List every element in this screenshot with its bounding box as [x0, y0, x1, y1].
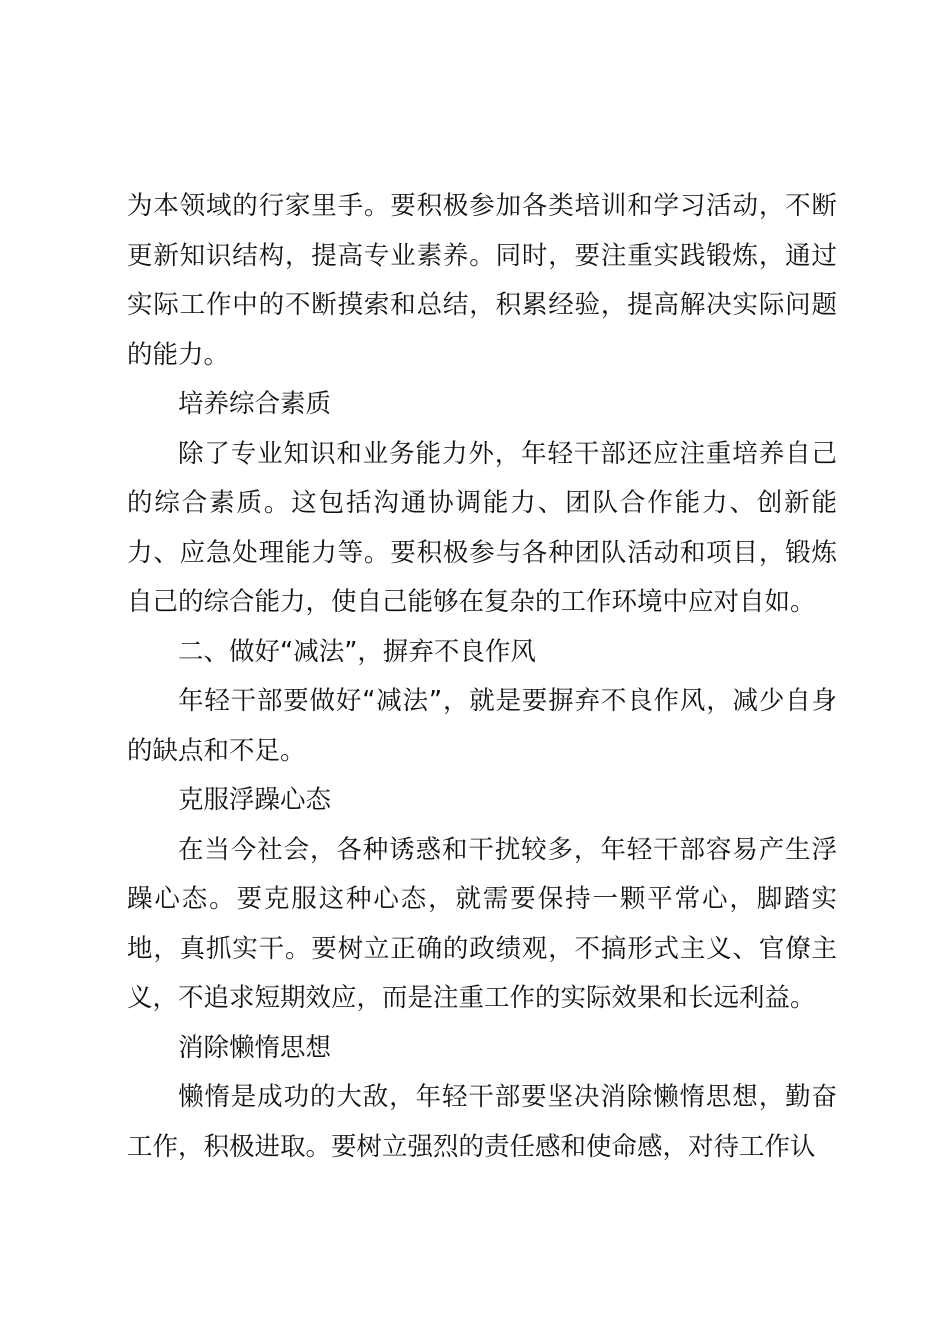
section-heading-eliminate-laziness: 消除懒惰思想 [178, 1032, 332, 1063]
paragraph-continued: 为本领域的行家里手。要积极参加各类培训和学习活动，不断更新知识结构，提高专业素养。同时，要注重实践锻炼，通过实际工作中的不断摸索和总结，积累经验，提高解决实际问题的能力。 [127, 191, 837, 370]
paragraph: 年轻干部要做好“减法”，就是要摒弃不良作风，减少自身的缺点和不足。 [127, 686, 837, 766]
paragraph: 懒惰是成功的大敌，年轻干部要坚决消除懒惰思想，勤奋工作，积极进取。要树立强烈的责任感和使命感，对待工作认 [127, 1082, 837, 1162]
document-body [127, 182, 837, 1172]
paragraph: 在当今社会，各种诱惑和干扰较多，年轻干部容易产生浮躁心态。要克服这种心态，就需要保持一颗平常心，脚踏实地，真抓实干。要树立正确的政绩观，不搞形式主义、官僚主义，不追求短期效应，而是注重工作的实际效果和长远利益。 [127, 834, 837, 1013]
section-heading-subtraction: 二、做好“减法”，摒弃不良作风 [178, 636, 536, 667]
paragraph: 除了专业知识和业务能力外，年轻干部还应注重培养自己的综合素质。这包括沟通协调能力、团队合作能力、创新能力、应急处理能力等。要积极参与各种团队活动和项目，锻炼自己的综合能力，使自己能够在复杂的工作环境中应对自如。 [127, 438, 837, 617]
section-heading-overcome-impetuousness: 克服浮躁心态 [178, 785, 332, 815]
section-heading-comprehensive-quality: 培养综合素质 [178, 389, 332, 419]
